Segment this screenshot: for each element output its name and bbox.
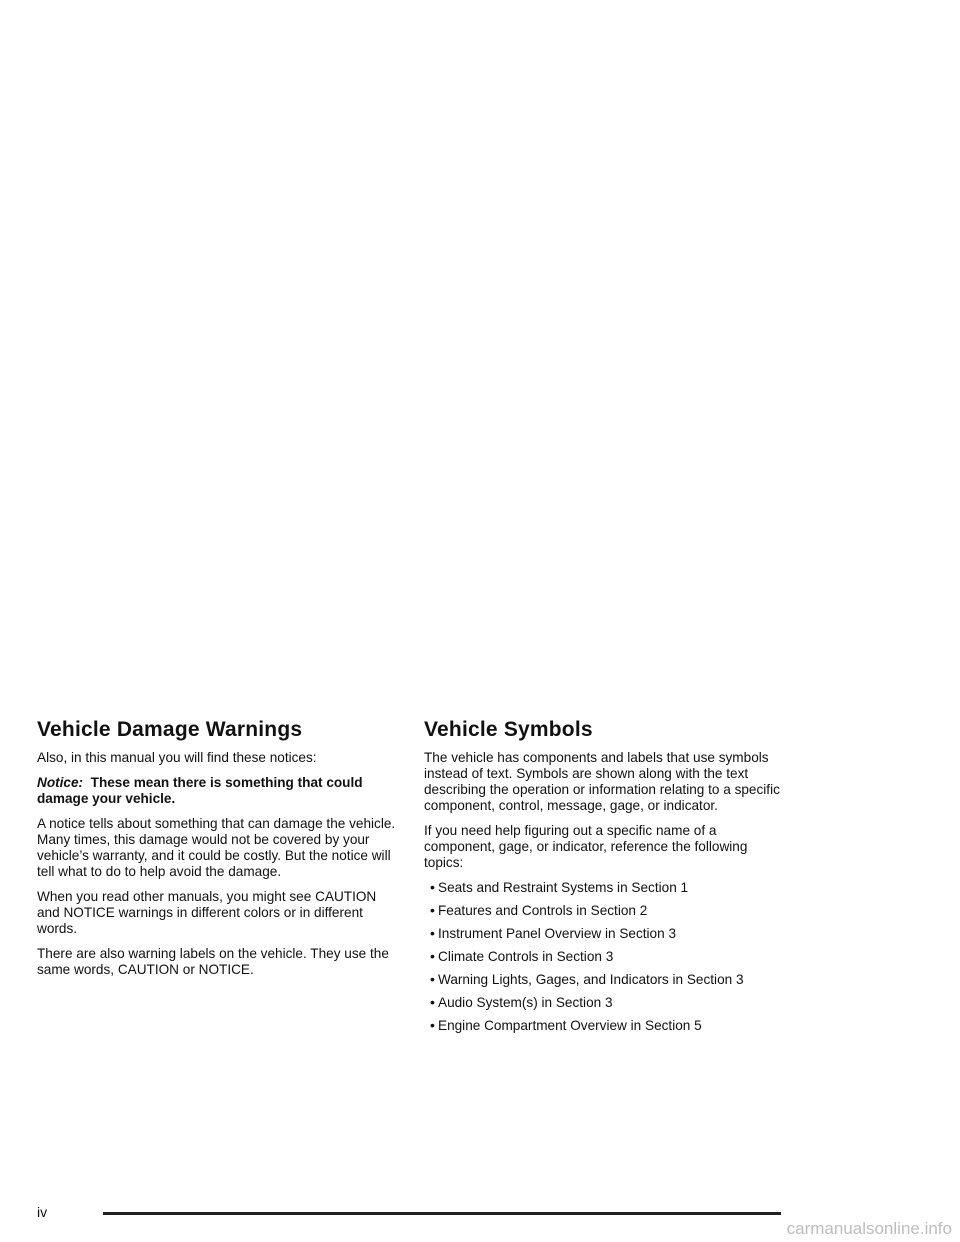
list-item [430,948,784,965]
topic-text: Audio System(s) in Section 3 [438,995,613,1010]
bullet-icon: • [430,994,435,1010]
symbols-help-paragraph: If you need help figuring out a specific name of a component, gage, or indicator, reference the following topics: [424,823,748,870]
notice-paragraph [37,775,399,807]
bullet-icon: • [430,902,435,918]
bullet-icon: • [430,1017,435,1033]
bullet-icon: • [430,925,435,941]
watermark[interactable]: carmanualsonline.info [786,1219,952,1238]
page-number: iv [37,1204,48,1220]
topic-text: Features and Controls in Section 2 [438,903,648,918]
footer-divider [103,1212,781,1215]
list-item [430,879,784,896]
list-item [430,925,784,942]
topics-list [424,880,784,1034]
topic-text: Engine Compartment Overview in Section 5 [438,1018,702,1033]
topic-text: Warning Lights, Gages, and Indicators in Section 3 [438,972,744,987]
warning-labels-paragraph: There are also warning labels on the vehicle. They use the same words, CAUTION or NOTICE. [37,946,389,977]
bullet-icon: • [430,948,435,964]
other-manuals-paragraph: When you read other manuals, you might see CAUTION and NOTICE warnings in different colors or in different words. [37,889,377,936]
notice-explanation-paragraph: A notice tells about something that can damage the vehicle. Many times, this damage would not be covered by your vehicle’s warranty, and it could be costly. But the notice will tell what to do to help avoid the damage. [37,816,396,879]
bullet-icon: • [430,879,435,895]
notice-label: Notice: [37,775,84,790]
vehicle-damage-warnings-heading: Vehicle Damage Warnings [37,718,303,741]
vehicle-symbols-heading: Vehicle Symbols [424,718,593,741]
list-item [430,902,784,919]
topic-text: Seats and Restraint Systems in Section 1 [438,880,689,895]
list-item [430,971,784,988]
symbols-intro-paragraph: The vehicle has components and labels that use symbols instead of text. Symbols are shown along with the text describing the operation or information relating to a specific component, control, message, gage, or indicator. [424,750,780,813]
notice-text: These mean there is something that could damage your vehicle. [37,775,363,806]
topic-text: Climate Controls in Section 3 [438,949,614,964]
left-column [37,718,399,987]
intro-paragraph: Also, in this manual you will find these notices: [37,750,317,765]
list-item [430,1017,784,1034]
bullet-icon: • [430,971,435,987]
topic-text: Instrument Panel Overview in Section 3 [438,926,677,941]
list-item [430,994,784,1011]
right-column [424,718,784,1041]
